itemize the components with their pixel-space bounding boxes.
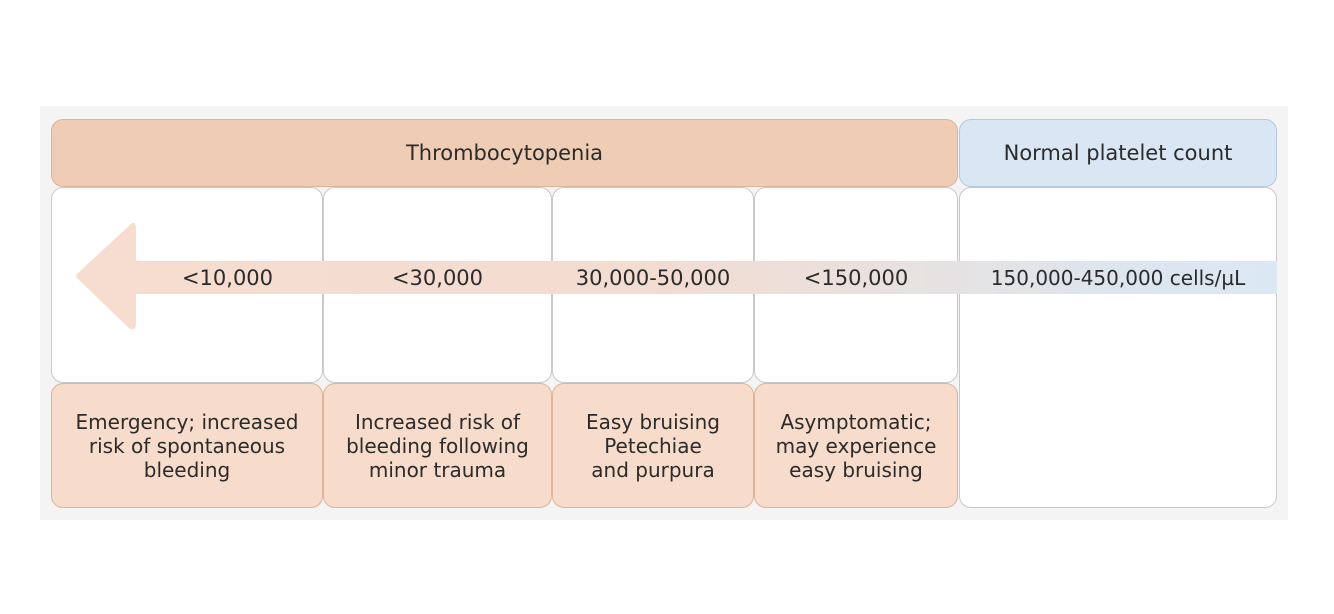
range-cell-normal bbox=[959, 187, 1277, 508]
range-value-normal: 150,000-450,000 cells/µL bbox=[990, 265, 1246, 290]
description-asymptomatic: Asymptomatic; may experience easy bruising bbox=[754, 383, 958, 508]
range-value-3: 30,000-50,000 bbox=[575, 265, 731, 290]
thrombocytopenia-header: Thrombocytopenia bbox=[51, 119, 958, 187]
normal-count-header: Normal platelet count bbox=[959, 119, 1277, 187]
description-easy-bruising: Easy bruising Petechiae and purpura bbox=[552, 383, 754, 508]
range-value-1: <10,000 bbox=[181, 265, 274, 290]
range-value-2: <30,000 bbox=[391, 265, 484, 290]
description-emergency: Emergency; increased risk of spontaneous bleeding bbox=[51, 383, 323, 508]
left-arrow-icon bbox=[72, 219, 138, 333]
range-value-4: <150,000 bbox=[803, 265, 909, 290]
description-minor-trauma: Increased risk of bleeding following minor trauma bbox=[323, 383, 552, 508]
